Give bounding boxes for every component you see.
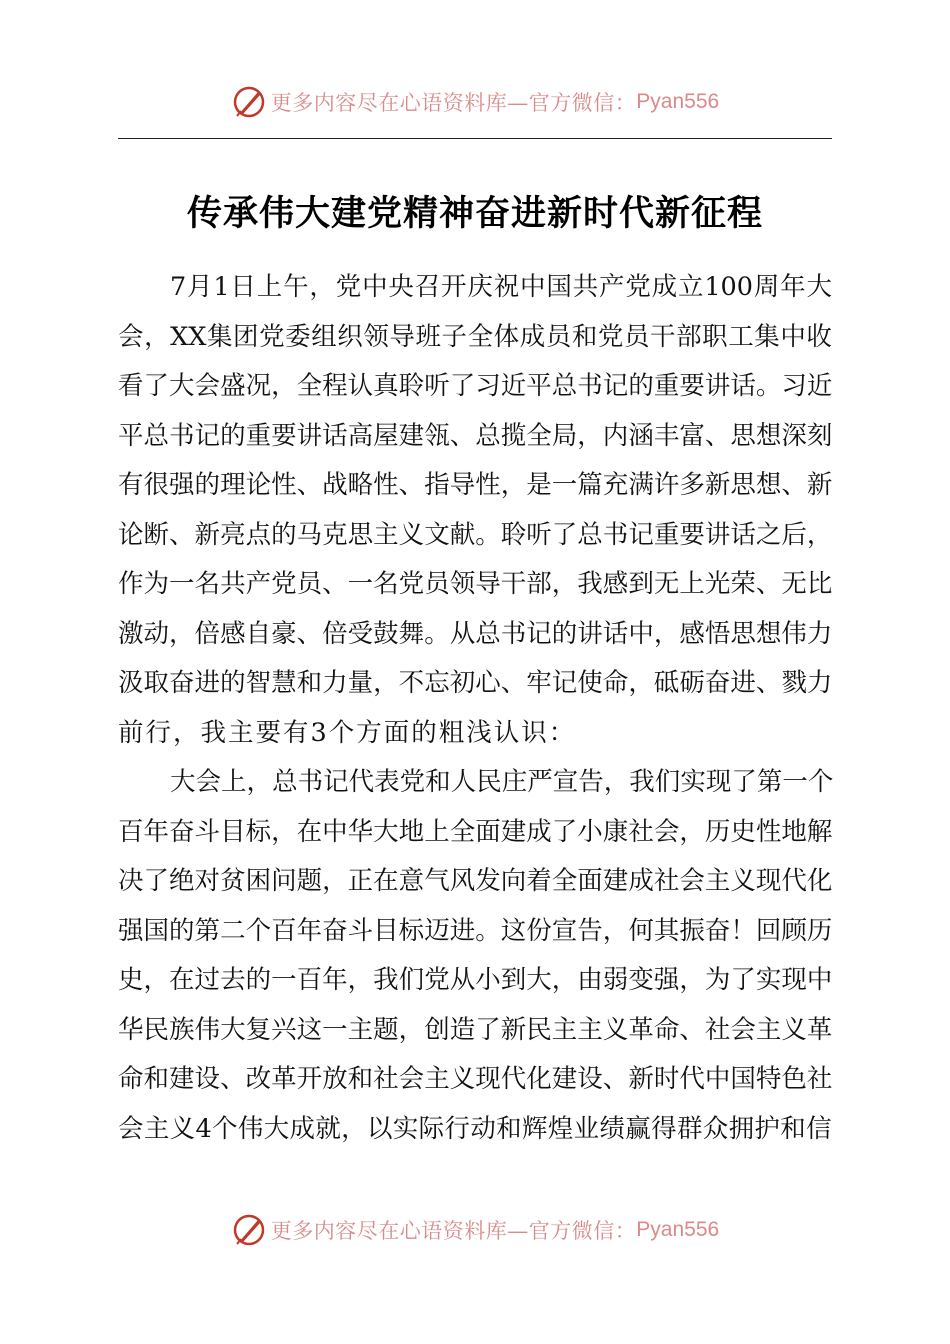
text-line: 会 主 义 4 个 伟 大 成 就 ， 以 实 际 行 动 和 辉 煌 业 绩 赢 得 群 众 拥 护 和 信: [118, 1113, 832, 1144]
header-rule: [118, 138, 832, 139]
text-line: 7 月 1 日 上 午 ， 党 中 央 召 开 庆 祝 中 国 共 产 党 成 立 100 周 年 大: [170, 272, 832, 302]
text-line: 平 总 书 记 的 重 要 讲 话 高 屋 建 瓴 、 总 揽 全 局 ， 内 涵 丰 富 、 思 想 深 刻: [118, 420, 833, 451]
footer-banner: [0, 1208, 950, 1252]
banner-text: 更多内容尽在心语资料库—官方微信：: [270, 1219, 637, 1243]
text-line: 命 和 建 设 、 改 革 开 放 和 社 会 主 义 现 代 化 建 设 、 新 时 代 中 国 特 色 社: [118, 1064, 833, 1094]
document-title: 传承伟大建党精神奋进新时代新征程: [186, 193, 763, 234]
text-line: 有 很 强 的 理 论 性 、 战 略 性 、 指 导 性 ， 是 一 篇 充 满 许 多 新 思 想 、 新: [118, 470, 833, 500]
text-line: 看 了 大 会 盛 况 ， 全 程 认 真 聆 听 了 习 近 平 总 书 记 的 重 要 讲 话 。 习 近: [118, 371, 833, 401]
text-line: 论 断 、 新 亮 点 的 马 克 思 主 义 文 献 。 聆 听 了 总 书 记 重 要 讲 话 之 后 ，: [118, 519, 833, 550]
text-line: 前行，我主要有3个方面的粗浅认识：: [118, 717, 577, 748]
text-line: 大 会 上 ， 总 书 记 代 表 党 和 人 民 庄 严 宣 告 ， 我 们 实 现 了 第 一 个: [170, 767, 834, 797]
quill-logo-icon: [231, 84, 267, 120]
banner-wechat-id: Pyan556: [636, 1218, 720, 1241]
header-banner: [0, 80, 950, 124]
quill-logo-icon: [231, 1212, 267, 1248]
banner-wechat-id: Pyan556: [636, 90, 720, 113]
text-line: 作 为 一 名 共 产 党 员 、 一 名 党 员 领 导 干 部 ， 我 感 到 无 上 光 荣 、 无 比: [118, 569, 833, 599]
banner-text: 更多内容尽在心语资料库—官方微信：: [270, 91, 637, 115]
text-line: 会 ， XX 集 团 党 委 组 织 领 导 班 子 全 体 成 员 和 党 员 干 部 职 工 集 中 收: [118, 321, 832, 352]
text-line: 强 国 的 第 二 个 百 年 奋 斗 目 标 迈 进 。 这 份 宣 告 ， 何 其 振 奋 ！ 回 顾 历: [118, 915, 833, 946]
text-line: 激 动 ， 倍 感 自 豪 、 倍 受 鼓 舞 。 从 总 书 记 的 讲 话 中 ， 感 悟 思 想 伟 力: [118, 618, 833, 649]
text-line: 百 年 奋 斗 目 标 ， 在 中 华 大 地 上 全 面 建 成 了 小 康 社 会 ， 历 史 性 地 解: [118, 816, 833, 847]
text-line: 史 ， 在 过 去 的 一 百 年 ， 我 们 党 从 小 到 大 ， 由 弱 变 强 ， 为 了 实 现 中: [118, 965, 833, 995]
text-line: 汲 取 奋 进 的 智 慧 和 力 量 ， 不 忘 初 心 、 牢 记 使 命 ， 砥 砺 奋 进 、 戮 力: [118, 668, 833, 698]
text-line: 决 了 绝 对 贫 困 问 题 ， 正 在 意 气 风 发 向 着 全 面 建 成 社 会 主 义 现 代 化: [118, 866, 833, 896]
document-body: [118, 263, 832, 1154]
text-line: 华 民 族 伟 大 复 兴 这 一 主 题 ， 创 造 了 新 民 主 主 义 革 命 、 社 会 主 义 革: [118, 1014, 833, 1045]
